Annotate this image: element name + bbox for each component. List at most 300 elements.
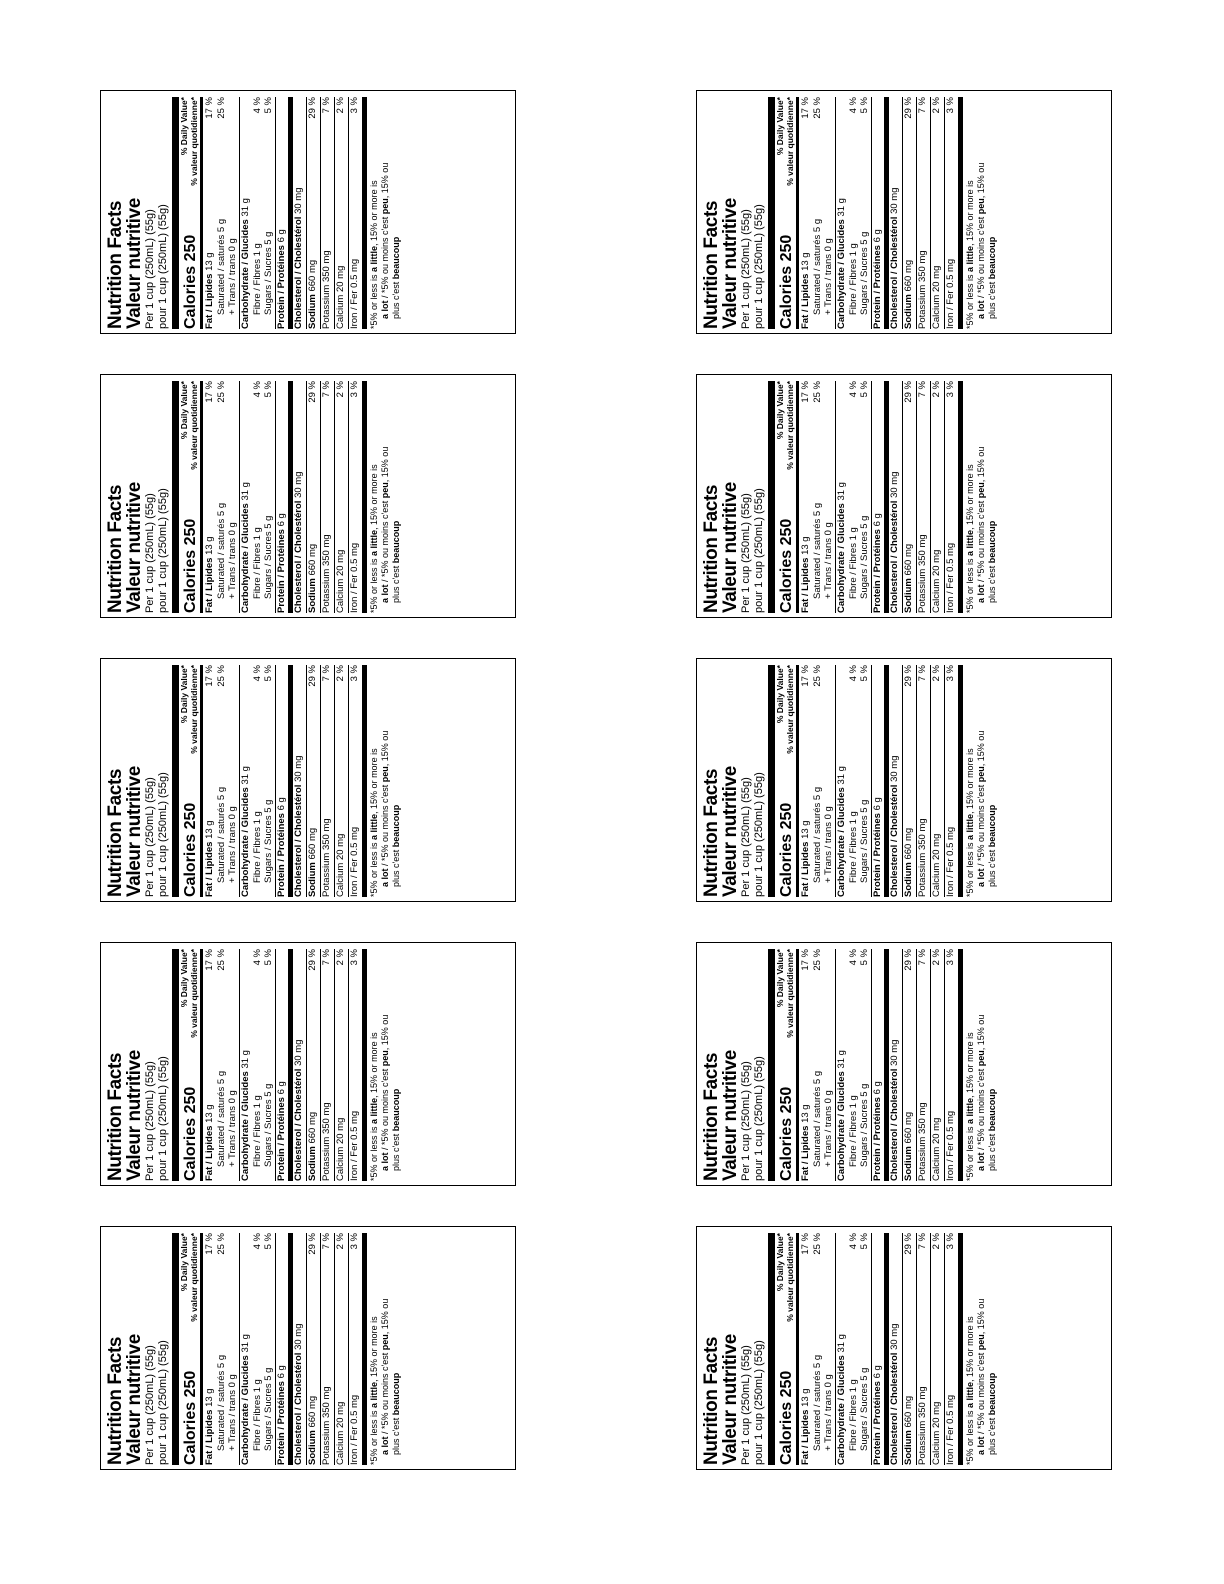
nutrition-label-l4: [100, 942, 516, 1186]
saturated-dv: 25 %: [215, 1233, 227, 1255]
divider-thick: [768, 949, 775, 1181]
trans: + Trans / trans 0 g: [226, 238, 238, 315]
title-english: Nutrition Facts: [701, 484, 722, 613]
carb-label: Carbohydrate / Glucides: [835, 787, 847, 897]
fat-amount: 13 g: [203, 536, 215, 555]
divider-thick: [768, 1233, 775, 1465]
cholesterol-label: Cholesterol / Cholestérol: [889, 1068, 901, 1181]
iron-dv: 3 %: [945, 1233, 957, 1250]
iron-row: [348, 97, 362, 329]
trans: + Trans / trans 0 g: [226, 522, 238, 599]
sugars: Sugars / Sucres 5 g: [858, 231, 870, 315]
sodium-amount: 660 mg: [307, 827, 319, 860]
protein-label: Protein / Protéines: [871, 1097, 883, 1181]
protein-label: Protein / Protéines: [275, 529, 287, 613]
carb-label: Carbohydrate / Glucides: [239, 219, 251, 329]
carb-label: Carbohydrate / Glucides: [239, 503, 251, 613]
sugars-dv: 5 %: [858, 97, 870, 114]
fat-label: Fat / Lipides: [799, 1125, 811, 1181]
fibre-row: [849, 949, 860, 1181]
nutrition-label-l3: [100, 658, 516, 902]
cholesterol-row: [288, 665, 306, 897]
fat-dv: 17 %: [203, 1233, 215, 1255]
fibre-dv: 4 %: [251, 97, 263, 114]
divider-medium: [200, 1233, 203, 1465]
fat-dv: 17 %: [799, 665, 811, 687]
fat-row: [800, 381, 813, 613]
potassium: Potassium 350 mg: [321, 250, 333, 329]
divider-thick: [768, 381, 775, 613]
daily-value-english: % Daily Value*: [179, 1233, 190, 1292]
protein-label: Protein / Protéines: [871, 813, 883, 897]
calcium-row: [334, 949, 348, 1181]
saturated: Saturated / saturés 5 g: [811, 786, 823, 883]
protein-amount: 6 g: [275, 229, 287, 243]
trans-row: [228, 1233, 239, 1465]
potassium-dv: 7 %: [917, 665, 929, 682]
iron-row: [944, 381, 958, 613]
fibre: Fibre / Fibres 1 g: [251, 527, 263, 599]
sodium-row: [306, 665, 320, 897]
potassium-dv: 7 %: [321, 949, 333, 966]
footnote: *5% or less is a little, 15% or more is a lot / *5% ou moins c'est peu, 15% ou plus c'est beaucoup: [958, 1233, 997, 1465]
sugars-dv: 5 %: [858, 665, 870, 682]
protein-row: [871, 949, 885, 1181]
fat-amount: 13 g: [799, 1388, 811, 1407]
protein-amount: 6 g: [871, 1081, 883, 1095]
iron: Iron / Fer 0.5 mg: [945, 1394, 957, 1465]
sugars-dv: 5 %: [858, 381, 870, 398]
serving-english: Per 1 cup (250mL) (55g): [144, 493, 156, 613]
cholesterol-amount: 30 mg: [293, 1039, 305, 1066]
sugars: Sugars / Sucres 5 g: [262, 231, 274, 315]
nutrition-facts-panel: [697, 659, 1113, 903]
divider-thick: [768, 665, 775, 897]
daily-value-header: [776, 381, 795, 470]
trans-row: [228, 97, 239, 329]
fibre-dv: 4 %: [847, 949, 859, 966]
saturated-dv: 25 %: [811, 97, 823, 119]
calcium: Calcium 20 mg: [931, 549, 943, 613]
fat-dv: 17 %: [203, 381, 215, 403]
sugars: Sugars / Sucres 5 g: [858, 1367, 870, 1451]
protein-amount: 6 g: [871, 1365, 883, 1379]
iron-row: [348, 381, 362, 613]
title-french: Valeur nutritive: [720, 1050, 741, 1181]
title-french: Valeur nutritive: [124, 766, 145, 897]
iron-dv: 3 %: [349, 949, 361, 966]
potassium-row: [916, 665, 930, 897]
fibre: Fibre / Fibres 1 g: [251, 1095, 263, 1167]
cholesterol-amount: 30 mg: [889, 755, 901, 782]
cholesterol-amount: 30 mg: [293, 471, 305, 498]
fibre-row: [849, 1233, 860, 1465]
carb-amount: 31 g: [835, 766, 847, 785]
fibre-dv: 4 %: [251, 1233, 263, 1250]
trans: + Trans / trans 0 g: [226, 1374, 238, 1451]
sodium-label: Sodium: [903, 294, 915, 329]
fibre-row: [253, 665, 264, 897]
title-english: Nutrition Facts: [105, 200, 126, 329]
trans-row: [824, 949, 835, 1181]
potassium: Potassium 350 mg: [321, 1386, 333, 1465]
nutrition-label-l5: [100, 1226, 516, 1470]
daily-value-header: [180, 381, 199, 470]
footnote: *5% or less is a little, 15% or more is a lot / *5% ou moins c'est peu, 15% ou plus c'est beaucoup: [958, 949, 997, 1181]
daily-value-french: % valeur quotidienne*: [188, 97, 199, 186]
nutrition-label-l1: [100, 90, 516, 334]
sugars: Sugars / Sucres 5 g: [262, 799, 274, 883]
sugars-dv: 5 %: [858, 949, 870, 966]
cholesterol-row: [884, 381, 902, 613]
daily-value-french: % valeur quotidienne*: [784, 1233, 795, 1322]
divider-medium: [200, 665, 203, 897]
protein-row: [275, 1233, 289, 1465]
protein-amount: 6 g: [871, 513, 883, 527]
title-english: Nutrition Facts: [105, 1336, 126, 1465]
sodium-amount: 660 mg: [903, 827, 915, 860]
sodium-label: Sodium: [903, 578, 915, 613]
sugars-row: [860, 949, 871, 1181]
fat-row: [204, 97, 217, 329]
title-french: Valeur nutritive: [124, 198, 145, 329]
potassium-row: [320, 1233, 334, 1465]
nutrition-facts-panel: [101, 375, 517, 619]
trans: + Trans / trans 0 g: [226, 1090, 238, 1167]
fat-row: [800, 97, 813, 329]
calories: Calories 250: [777, 234, 795, 329]
calories-row: [776, 949, 795, 1181]
nutrition-facts-panel: [101, 91, 517, 335]
sodium-dv: 29 %: [307, 381, 319, 403]
iron-dv: 3 %: [349, 1233, 361, 1250]
sugars: Sugars / Sucres 5 g: [858, 1083, 870, 1167]
carbohydrate-row: [835, 381, 849, 613]
sugars-row: [264, 1233, 275, 1465]
cholesterol-row: [884, 97, 902, 329]
calories-row: [776, 1233, 795, 1465]
sugars-dv: 5 %: [262, 381, 274, 398]
potassium: Potassium 350 mg: [917, 534, 929, 613]
potassium-row: [320, 97, 334, 329]
daily-value-french: % valeur quotidienne*: [784, 381, 795, 470]
sodium-dv: 29 %: [903, 97, 915, 119]
daily-value-french: % valeur quotidienne*: [784, 949, 795, 1038]
fat-label: Fat / Lipides: [203, 557, 215, 613]
divider-thick: [172, 97, 179, 329]
protein-amount: 6 g: [275, 1081, 287, 1095]
trans-row: [228, 949, 239, 1181]
sodium-label: Sodium: [307, 1430, 319, 1465]
trans-row: [824, 1233, 835, 1465]
cholesterol-amount: 30 mg: [293, 187, 305, 214]
sodium-amount: 660 mg: [903, 543, 915, 576]
nutrition-facts-panel: [697, 375, 1113, 619]
calories-row: [776, 381, 795, 613]
fat-dv: 17 %: [203, 665, 215, 687]
sodium-row: [902, 1233, 916, 1465]
daily-value-french: % valeur quotidienne*: [188, 949, 199, 1038]
serving-english: Per 1 cup (250mL) (55g): [144, 209, 156, 329]
sugars: Sugars / Sucres 5 g: [262, 1367, 274, 1451]
carb-label: Carbohydrate / Glucides: [835, 1071, 847, 1181]
footnote: *5% or less is a little, 15% or more is a lot / *5% ou moins c'est peu, 15% ou plus c'est beaucoup: [362, 1233, 401, 1465]
protein-row: [275, 97, 289, 329]
fat-label: Fat / Lipides: [203, 841, 215, 897]
iron-row: [348, 665, 362, 897]
fat-amount: 13 g: [203, 1388, 215, 1407]
iron-row: [944, 97, 958, 329]
daily-value-english: % Daily Value*: [775, 665, 786, 724]
sodium-row: [902, 949, 916, 1181]
carbohydrate-row: [239, 381, 253, 613]
daily-value-english: % Daily Value*: [775, 97, 786, 156]
calcium-row: [930, 381, 944, 613]
sugars: Sugars / Sucres 5 g: [262, 515, 274, 599]
potassium-row: [916, 97, 930, 329]
footnote: *5% or less is a little, 15% or more is a lot / *5% ou moins c'est peu, 15% ou plus c'est beaucoup: [958, 665, 997, 897]
saturated: Saturated / saturés 5 g: [811, 502, 823, 599]
protein-amount: 6 g: [275, 797, 287, 811]
calcium-row: [930, 97, 944, 329]
calcium-row: [930, 949, 944, 1181]
fat-amount: 13 g: [799, 1104, 811, 1123]
title-english: Nutrition Facts: [701, 200, 722, 329]
protein-row: [871, 97, 885, 329]
daily-value-french: % valeur quotidienne*: [188, 665, 199, 754]
sugars-row: [264, 949, 275, 1181]
iron-dv: 3 %: [349, 381, 361, 398]
sugars: Sugars / Sucres 5 g: [858, 799, 870, 883]
calories-row: [180, 381, 199, 613]
iron-row: [944, 949, 958, 1181]
fibre-dv: 4 %: [251, 949, 263, 966]
potassium-dv: 7 %: [321, 1233, 333, 1250]
protein-amount: 6 g: [871, 229, 883, 243]
title-english: Nutrition Facts: [105, 1052, 126, 1181]
cholesterol-amount: 30 mg: [293, 755, 305, 782]
divider-thick: [172, 1233, 179, 1465]
calories: Calories 250: [181, 1370, 199, 1465]
title-english: Nutrition Facts: [105, 768, 126, 897]
calories-row: [776, 665, 795, 897]
potassium: Potassium 350 mg: [321, 534, 333, 613]
daily-value-french: % valeur quotidienne*: [188, 381, 199, 470]
carbohydrate-row: [835, 1233, 849, 1465]
calcium-dv: 2 %: [335, 97, 347, 114]
daily-value-header: [180, 1233, 199, 1322]
protein-label: Protein / Protéines: [871, 529, 883, 613]
calcium: Calcium 20 mg: [335, 549, 347, 613]
iron-row: [944, 665, 958, 897]
fibre: Fibre / Fibres 1 g: [251, 811, 263, 883]
serving-english: Per 1 cup (250mL) (55g): [740, 1061, 752, 1181]
serving-french: pour 1 cup (250mL) (55g): [156, 1056, 169, 1181]
trans: + Trans / trans 0 g: [822, 522, 834, 599]
protein-label: Protein / Protéines: [275, 245, 287, 329]
title-french: Valeur nutritive: [124, 1050, 145, 1181]
potassium-dv: 7 %: [917, 97, 929, 114]
saturated-dv: 25 %: [811, 1233, 823, 1255]
sugars-row: [264, 97, 275, 329]
potassium: Potassium 350 mg: [321, 818, 333, 897]
footnote: *5% or less is a little, 15% or more is a lot / *5% ou moins c'est peu, 15% ou plus c'est beaucoup: [362, 665, 401, 897]
iron-dv: 3 %: [349, 665, 361, 682]
saturated: Saturated / saturés 5 g: [215, 1354, 227, 1451]
potassium-row: [916, 949, 930, 1181]
fat-label: Fat / Lipides: [799, 557, 811, 613]
serving-english: Per 1 cup (250mL) (55g): [740, 209, 752, 329]
serving-english: Per 1 cup (250mL) (55g): [144, 777, 156, 897]
fibre: Fibre / Fibres 1 g: [847, 527, 859, 599]
nutrition-label-r2: [696, 374, 1112, 618]
calcium-row: [334, 665, 348, 897]
serving-english: Per 1 cup (250mL) (55g): [740, 777, 752, 897]
serving-english: Per 1 cup (250mL) (55g): [144, 1345, 156, 1465]
protein-amount: 6 g: [275, 1365, 287, 1379]
calories: Calories 250: [777, 518, 795, 613]
fibre-row: [253, 1233, 264, 1465]
sugars-dv: 5 %: [262, 665, 274, 682]
potassium-dv: 7 %: [917, 381, 929, 398]
iron: Iron / Fer 0.5 mg: [349, 1394, 361, 1465]
protein-row: [275, 381, 289, 613]
calories-row: [180, 97, 199, 329]
serving-french: pour 1 cup (250mL) (55g): [156, 1340, 169, 1465]
saturated: Saturated / saturés 5 g: [811, 218, 823, 315]
fibre-row: [849, 97, 860, 329]
calories: Calories 250: [181, 1086, 199, 1181]
sugars-row: [860, 665, 871, 897]
daily-value-header: [776, 665, 795, 754]
fat-row: [800, 949, 813, 1181]
divider-medium: [200, 97, 203, 329]
sodium-row: [306, 97, 320, 329]
serving-french: pour 1 cup (250mL) (55g): [156, 488, 169, 613]
protein-row: [275, 665, 289, 897]
sodium-dv: 29 %: [307, 949, 319, 971]
sodium-row: [902, 665, 916, 897]
calories: Calories 250: [181, 518, 199, 613]
calcium-dv: 2 %: [931, 949, 943, 966]
potassium: Potassium 350 mg: [321, 1102, 333, 1181]
protein-label: Protein / Protéines: [275, 1381, 287, 1465]
calcium: Calcium 20 mg: [335, 833, 347, 897]
daily-value-english: % Daily Value*: [775, 1233, 786, 1292]
carb-amount: 31 g: [835, 1334, 847, 1353]
sodium-label: Sodium: [903, 1146, 915, 1181]
daily-value-header: [776, 1233, 795, 1322]
saturated: Saturated / saturés 5 g: [811, 1354, 823, 1451]
carb-label: Carbohydrate / Glucides: [239, 1355, 251, 1465]
calories: Calories 250: [181, 234, 199, 329]
nutrition-label-r4: [696, 942, 1112, 1186]
calcium-dv: 2 %: [931, 1233, 943, 1250]
divider-medium: [200, 381, 203, 613]
daily-value-english: % Daily Value*: [179, 97, 190, 156]
daily-value-english: % Daily Value*: [179, 949, 190, 1008]
footnote: *5% or less is a little, 15% or more is a lot / *5% ou moins c'est peu, 15% ou plus c'est beaucoup: [958, 381, 997, 613]
carb-amount: 31 g: [835, 482, 847, 501]
nutrition-label-r1: [696, 90, 1112, 334]
iron-dv: 3 %: [349, 97, 361, 114]
divider-medium: [200, 949, 203, 1181]
calories: Calories 250: [777, 1370, 795, 1465]
fibre: Fibre / Fibres 1 g: [847, 1379, 859, 1451]
cholesterol-amount: 30 mg: [293, 1323, 305, 1350]
sugars-row: [264, 665, 275, 897]
divider-thick: [172, 949, 179, 1181]
serving-french: pour 1 cup (250mL) (55g): [752, 1056, 765, 1181]
carb-amount: 31 g: [239, 198, 251, 217]
trans-row: [824, 665, 835, 897]
carb-label: Carbohydrate / Glucides: [835, 219, 847, 329]
nutrition-facts-panel: [697, 1227, 1113, 1471]
calcium-row: [334, 1233, 348, 1465]
carbohydrate-row: [835, 97, 849, 329]
fibre-dv: 4 %: [251, 381, 263, 398]
iron: Iron / Fer 0.5 mg: [945, 258, 957, 329]
saturated-dv: 25 %: [215, 665, 227, 687]
cholesterol-row: [884, 665, 902, 897]
cholesterol-label: Cholesterol / Cholestérol: [293, 784, 305, 897]
sodium-row: [902, 381, 916, 613]
fibre-dv: 4 %: [847, 1233, 859, 1250]
carb-label: Carbohydrate / Glucides: [239, 1071, 251, 1181]
serving-french: pour 1 cup (250mL) (55g): [156, 204, 169, 329]
potassium-dv: 7 %: [917, 1233, 929, 1250]
cholesterol-row: [288, 381, 306, 613]
cholesterol-label: Cholesterol / Cholestérol: [889, 1352, 901, 1465]
saturated: Saturated / saturés 5 g: [215, 502, 227, 599]
protein-amount: 6 g: [275, 513, 287, 527]
divider-medium: [796, 949, 799, 1181]
potassium: Potassium 350 mg: [917, 818, 929, 897]
daily-value-english: % Daily Value*: [179, 665, 190, 724]
fat-amount: 13 g: [799, 252, 811, 271]
cholesterol-amount: 30 mg: [889, 1039, 901, 1066]
saturated-dv: 25 %: [215, 381, 227, 403]
nutrition-label-r5: [696, 1226, 1112, 1470]
sodium-dv: 29 %: [307, 97, 319, 119]
serving-english: Per 1 cup (250mL) (55g): [144, 1061, 156, 1181]
trans-row: [228, 381, 239, 613]
fat-dv: 17 %: [203, 97, 215, 119]
cholesterol-label: Cholesterol / Cholestérol: [889, 216, 901, 329]
calories: Calories 250: [181, 802, 199, 897]
potassium: Potassium 350 mg: [917, 1102, 929, 1181]
sodium-amount: 660 mg: [307, 1111, 319, 1144]
title-french: Valeur nutritive: [124, 482, 145, 613]
potassium-dv: 7 %: [321, 381, 333, 398]
cholesterol-label: Cholesterol / Cholestérol: [889, 500, 901, 613]
carb-label: Carbohydrate / Glucides: [239, 787, 251, 897]
calcium: Calcium 20 mg: [931, 265, 943, 329]
trans: + Trans / trans 0 g: [226, 806, 238, 883]
daily-value-french: % valeur quotidienne*: [188, 1233, 199, 1322]
divider-medium: [796, 665, 799, 897]
saturated: Saturated / saturés 5 g: [215, 786, 227, 883]
sodium-amount: 660 mg: [307, 543, 319, 576]
trans: + Trans / trans 0 g: [822, 1374, 834, 1451]
potassium-row: [320, 381, 334, 613]
fat-label: Fat / Lipides: [799, 273, 811, 329]
sugars-dv: 5 %: [262, 949, 274, 966]
iron-dv: 3 %: [945, 665, 957, 682]
potassium-row: [320, 665, 334, 897]
sodium-row: [306, 381, 320, 613]
carbohydrate-row: [239, 1233, 253, 1465]
